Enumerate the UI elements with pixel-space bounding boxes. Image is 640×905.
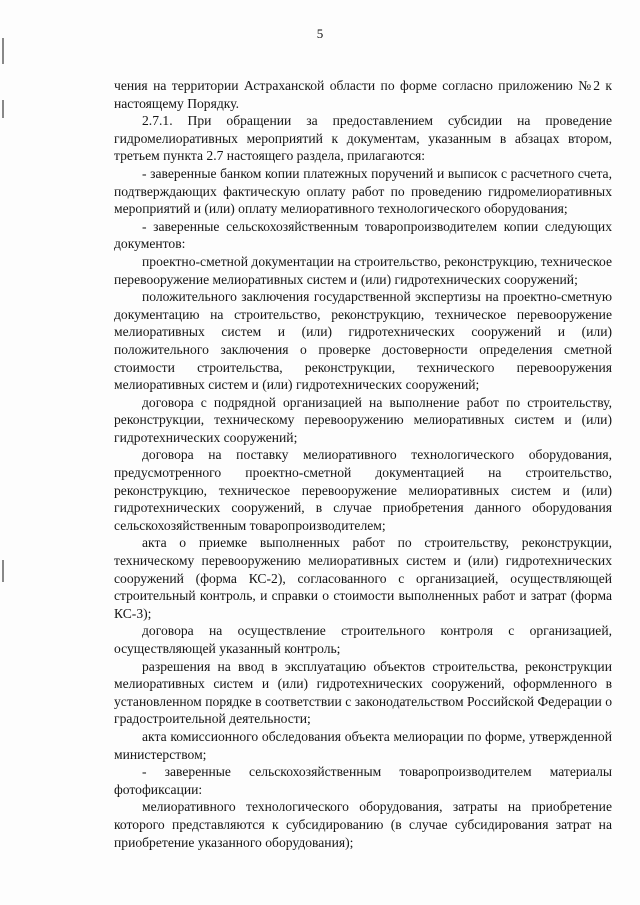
paragraph: положительного заключения государственной экспертизы на проектно-сметную документацию на строительство, реконструкцию, техническое перевооружение мелиоративных систем и (или) гидротехнических сооружений и (или) положительного заключения о проверке достоверности определения сметной стоимости строительства, реконструкции, технического перевооружения мелиоративных систем и (или) гидротехнических сооружений; xyxy=(114,289,612,393)
paragraph: - заверенные сельскохозяйственным товаропроизводителем копии следующих документов: xyxy=(114,218,612,252)
paragraph: - заверенные банком копии платежных поручений и выписок с расчетного счета, подтверждающих фактическую оплату работ по проведению гидромелиоративных мероприятий и (или) оплату мелиоративного технологического оборудования; xyxy=(114,165,612,217)
paragraph: мелиоративного технологического оборудования, затраты на приобретение которого представляются к субсидированию (в случае субсидирования затрат на приобретение указанного оборудования); xyxy=(114,799,612,850)
paragraph: - заверенные сельскохозяйственным товаропроизводителем материалы фотофиксации: xyxy=(114,764,612,797)
paragraph: договора на осуществление строительного контроля с организацией, осуществляющей указанный контроль; xyxy=(114,623,612,656)
paragraph: чения на территории Астраханской области по форме согласно приложению №2 к настоящему Порядку. xyxy=(114,78,612,111)
paragraph: договора на поставку мелиоративного технологического оборудования, предусмотренного проектно-сметной документацией на строительство, реконструкцию, техническое перевооружение мелиоративных систем и (или) гидротехнических сооружений, в случае приобретения данного оборудования сельскохозяйственным товаропроизводителем; xyxy=(114,447,612,533)
paragraph: акта комиссионного обследования объекта мелиорации по форме, утвержденной министерством; xyxy=(114,728,612,762)
scan-margin-mark xyxy=(2,100,4,118)
paragraph: договора с подрядной организацией на выполнение работ по строительству, реконструкции, техническому перевооружению мелиоративных систем и (или) гидротехнических сооружений; xyxy=(114,394,612,445)
paragraph: разрешения на ввод в эксплуатацию объектов строительства, реконструкции мелиоративных систем и (или) гидротехнических сооружений, оформленного в установленном порядке в соответствии с законодательством Российской Федерации о градостроительной деятельности; xyxy=(114,658,612,727)
paragraph: 2.7.1. При обращении за предоставлением субсидии на проведение гидромелиоративных мероприятий к документам, указанным в абзацах втором, третьем пункта 2.7 настоящего раздела, прилагаются: xyxy=(114,113,612,164)
document-body xyxy=(114,77,612,851)
paragraph: проектно-сметной документации на строительство, реконструкцию, техническое перевооружение мелиоративных систем и (или) гидротехнических сооружений; xyxy=(114,253,612,287)
paragraph: акта о приемке выполненных работ по строительству, реконструкции, техническому перевооружению мелиоративных систем и (или) гидротехнических сооружений (форма КС-2), согласованного с организацией, осуществляющей строительный контроль, и справки о стоимости выполненных работ и затрат (форма КС-3); xyxy=(114,535,612,621)
scan-margin-mark xyxy=(2,560,4,582)
page-number: 5 xyxy=(316,26,324,41)
